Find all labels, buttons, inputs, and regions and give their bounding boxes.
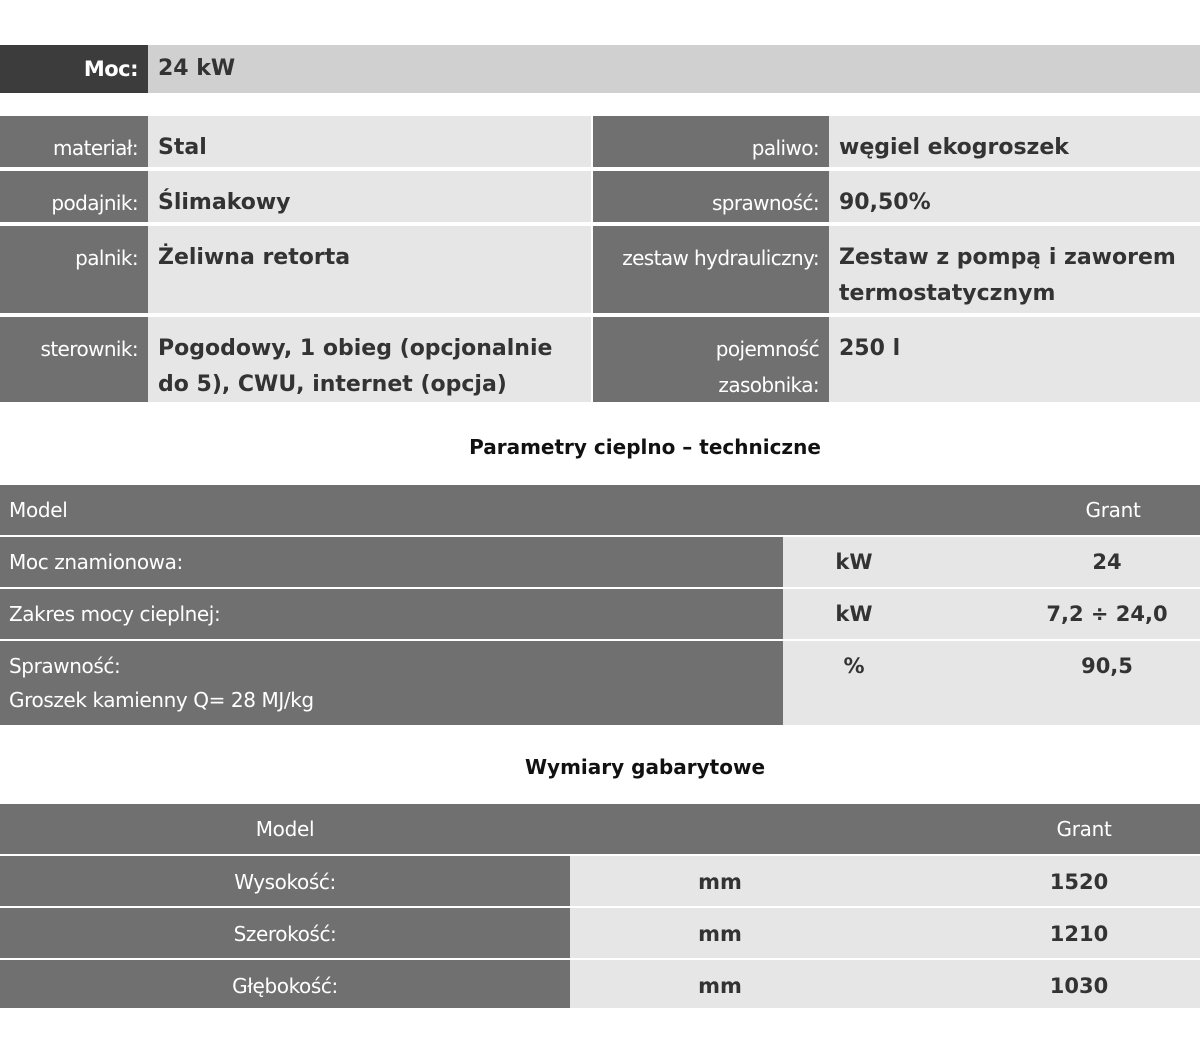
spec-label-zestaw: zestaw hydrauliczny: [593,226,829,313]
thermal-row-unit: kW [835,602,873,626]
thermal-row-values [783,641,1200,725]
thermal-row-unit: % [843,654,865,678]
moc-label-cell: Moc: [0,45,148,93]
spec-value-paliwo: węgiel ekogroszek [829,116,1200,167]
thermal-row-values [783,537,1200,587]
spec-label-podajnik: podajnik: [0,171,148,222]
spec-label-sterownik: sterownik: [0,317,148,402]
thermal-row-values [783,589,1200,639]
dims-row-values [570,960,1200,1008]
thermal-row-label: Zakres mocy cieplnej: [0,589,783,639]
thermal-section-title: Parametry cieplno – techniczne [469,435,821,459]
dims-row-values [570,856,1200,906]
dims-row-unit: mm [698,870,742,894]
thermal-row-unit: kW [835,550,873,574]
thermal-row-label-line1: Sprawność: [9,654,121,678]
thermal-row-value: 90,5 [1081,654,1133,678]
thermal-row-label [0,641,783,725]
dims-table-header [0,804,1200,854]
spec-label-palnik: palnik: [0,226,148,313]
thermal-row-value: 7,2 ÷ 24,0 [1046,602,1168,626]
spec-value-podajnik: Ślimakowy [148,171,591,222]
dims-row-unit: mm [698,974,742,998]
thermal-row-label: Moc znamionowa: [0,537,783,587]
spec-label-paliwo: paliwo: [593,116,829,167]
dims-header-model: Model [255,817,315,841]
dims-header-grant: Grant [1056,817,1112,841]
spec-value-material: Stal [148,116,591,167]
spec-value-zestaw: Zestaw z pompą i zaworem termostatycznym [829,226,1200,313]
thermal-row-value: 24 [1092,550,1122,574]
dims-row-value: 1520 [1049,870,1109,894]
thermal-row-label-line2: Groszek kamienny Q= 28 MJ/kg [9,688,314,712]
spec-value-sprawnosc: 90,50% [829,171,1200,222]
dims-row-value: 1030 [1049,974,1109,998]
dims-row-unit: mm [698,922,742,946]
spec-value-palnik: Żeliwna retorta [148,226,591,313]
moc-value-cell: 24 kW [148,45,1200,93]
spec-label-pojemnosc: pojemność zasobnika: [593,317,829,402]
dims-row-values [570,908,1200,958]
dims-row-label: Szerokość: [0,908,570,958]
spec-label-sprawnosc: sprawność: [593,171,829,222]
thermal-header-grant: Grant [1085,498,1141,522]
dims-row-label: Wysokość: [0,856,570,906]
dims-row-value: 1210 [1049,922,1109,946]
spec-value-sterownik: Pogodowy, 1 obieg (opcjonalnie do 5), CWU, internet (opcja) [148,317,591,402]
thermal-table-header [0,485,1200,535]
dims-row-label: Głębokość: [0,960,570,1008]
spec-label-material: materiał: [0,116,148,167]
dims-section-title: Wymiary gabarytowe [524,755,766,779]
spec-value-pojemnosc: 250 l [829,317,1200,402]
thermal-header-model: Model [9,498,68,522]
